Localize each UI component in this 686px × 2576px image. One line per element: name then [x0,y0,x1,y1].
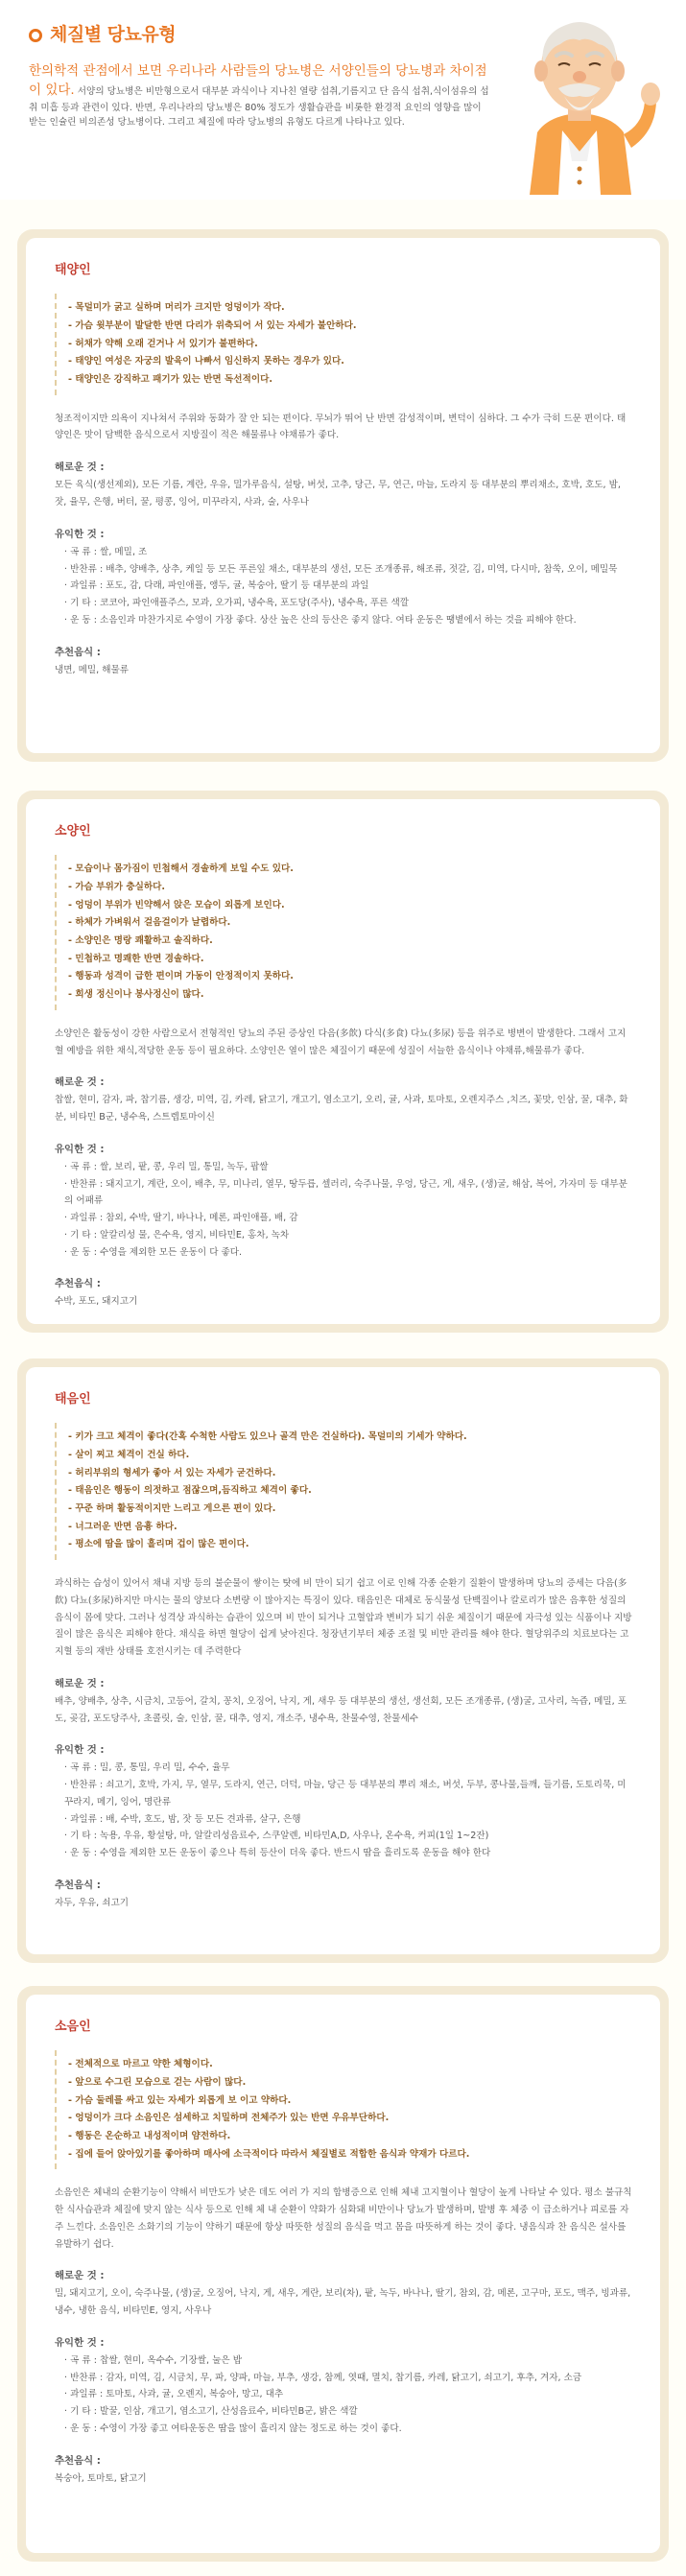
harmful-text: 밀, 돼지고기, 오이, 숙주나물, (생)굴, 오징어, 낙지, 게, 새우, 게란, 보리(차), 팥, 녹두, 바나나, 딸기, 참외, 감, 메론, 고구마, 포도, 맥주, 빙과류, 냉수, 냉한 음식, 비타민E, 영지, 사우나 [55,2288,631,2317]
beneficial-item: · 반찬류 : 배추, 양배추, 상추, 케일 등 모든 푸른잎 채소, 대부분의 생선, 모든 조개종류, 해조류, 젓갈, 김, 미역, 다시마, 참쑥, 오이, 메밀묵 [64,563,618,575]
beneficial-label: 유익한 것 : [55,2336,105,2349]
beneficial-value: 녹용, 우유, 황설탕, 마, 알칼리성음료수, 스쿠알렌, 비타민A,D, 사우나, 온수욕, 커피(1일 1~2잔) [100,1831,489,1842]
trait-item: - 키가 크고 체격이 좋다(간혹 수척한 사람도 있으나 골격 만은 건실하다). 목덜미의 기세가 약하다. [68,1429,633,1447]
section-taeyangin [17,229,669,762]
section-card [26,238,660,753]
section-soyangin [17,791,669,1333]
harmful-label: 해로운 것 : [55,2270,105,2282]
beneficial-key: 반찬류 [70,2372,97,2383]
beneficial-item: · 기 타 : 발꿀, 인삼, 개고기, 염소고기, 산성음료수, 비타민B군, 밝은 색깔 [64,2406,358,2418]
trait-item: - 꾸준 하며 활동적이지만 느리고 게으른 편이 있다. [68,1501,633,1519]
beneficial-key: 반찬류 [70,1178,97,1190]
recommended-label: 추천음식 : [55,2454,101,2467]
beneficial-list [55,2352,633,2438]
page-title: 체질별 당뇨유형 [50,24,177,45]
trait-item: - 목덜미가 굵고 실하며 머리가 크지만 엉덩이가 작다. [68,299,633,318]
section-description: 소양인은 활동성이 강한 사람으로서 전형적인 당뇨의 주된 증상인 다음(多飮) 다식(多食) 다뇨(多尿) 등을 위주로 병변이 발생한다. 그래서 고지혈 예방을 위한 채식,적당한 운동 등이 필요하다. 소양인은 열이 많은 체질이기 때문에 성질이 서늘한 음식이나 야채류,해물류가 좋다. [55,1028,627,1056]
beneficial-key: 과일류 [70,2389,97,2400]
beneficial-value: 수영을 제외한 모든 운동이 좋으나 특히 등산이 더욱 좋다. 반드시 땀을 흘리도록 운동을 해야 한다 [100,1848,491,1859]
beneficial-value: 알칼리성 물, 은수욕, 영지, 비타민E, 홍차, 녹차 [100,1229,290,1241]
beneficial-value: 배추, 양배추, 상추, 케일 등 모든 푸른잎 채소, 대부분의 생선, 모든 조개종류, 해조류, 젓갈, 김, 미역, 다시마, 참쑥, 오이, 메밀묵 [106,563,618,575]
beneficial-value: 쌀, 메밀, 조 [100,546,148,557]
trait-item: - 모습이나 몸가짐이 민첩해서 경솔하게 보일 수도 있다. [68,861,633,879]
trait-item: - 앞으로 수그린 모습으로 걷는 사람이 많다. [68,2074,633,2092]
header [0,0,686,200]
beneficial-item: · 운 동 : 소음인과 마찬가지로 수영이 가장 좋다. 상산 높은 산의 등산은 좋지 않다. 여타 운동은 땡볕에서 하는 것을 피해야 한다. [64,614,577,626]
beneficial-key: 반찬류 [70,563,97,575]
beneficial-key: 기 타 [70,598,91,609]
trait-item: - 행동은 온순하고 내성적이며 얌전하다. [68,2128,633,2146]
trait-item: - 가슴 부위가 충실하다. [68,879,633,897]
trait-item: - 엉덩이가 크다 소음인은 섬세하고 치밀하며 전체주가 있는 반면 우유부단하다. [68,2110,633,2128]
trait-item: - 전체적으로 마르고 약한 체형이다. [68,2056,633,2074]
trait-item: - 집에 들어 앉아있기를 좋아하며 매사에 소극적이다 따라서 체질별로 적합한 음식과 약재가 다르다. [68,2146,633,2164]
beneficial-key: 운 동 [70,1848,91,1859]
beneficial-key: 기 타 [70,1229,91,1241]
trait-item: - 가슴 윗부분이 발달한 반면 다리가 위축되어 서 있는 자세가 불안하다. [68,318,633,336]
beneficial-item: · 반찬류 : 돼지고기, 계란, 오이, 배추, 무, 미나리, 열무, 땅두릅, 셀러리, 숙주나물, 우엉, 당근, 게, 새우, (생)굴, 해삼, 복어, 가자미 등 대부분의 어패류 [64,1178,627,1207]
beneficial-value: 쇠고기, 호박, 가지, 무, 열무, 도라지, 연근, 더덕, 마늘, 당근 등 대부분의 뿌리 채소, 버섯, 두부, 콩나물,들깨, 들기름, 도토리묵, 미꾸라지, 메기, 잉어, 명란류 [64,1780,627,1808]
beneficial-value: 코코아, 파인애플주스, 모과, 오가피, 냉수욕, 포도당(주사), 냉수욕, 푸른 색깔 [100,598,410,609]
beneficial-key: 기 타 [70,1831,91,1842]
recommended-label: 추천음식 : [55,646,101,658]
intro-text [29,62,489,130]
section-description: 과식하는 습성이 있어서 채내 지방 등의 불순물이 쌓이는 탓에 비 만이 되기 쉽고 이로 인해 각종 순환기 질환이 발생하며 당뇨의 증세는 다음(多飮) 다뇨(多尿)하지만 마시는 물의 양보다 소변량 이 많아지는 특징이 있다. 태음인은 대체로 동식물성 단백질이나 칼로리가 많은 음후한 성질의 음식이 몸에 맞다. 그러나 성격상 과식하는 습관이 있으며 비 만이 되거나 고혈압과 변비가 되기 쉬운 체질이기 때문에 자극성 있는 식품이나 지방질이 많은 음식은 피해야 한다. 채식을 하면 혈당이 쉽게 낮아진다. 청장년기부터 체중 조절 및 비만 관리를 해야 한다. 혈당위주의 치료보다는 고지혈 등의 재반 상태를 호전시키는 데 주력한다 [55,1578,632,1657]
trait-item: - 행동과 성격이 급한 편이며 가동이 안정적이지 못하다. [68,968,633,986]
beneficial-item: · 기 타 : 알칼리성 물, 은수욕, 영지, 비타민E, 홍차, 녹차 [64,1229,290,1241]
beneficial-item: · 곡 류 : 찹쌀, 현미, 옥수수, 기장쌀, 눌은 밥 [64,2355,242,2367]
beneficial-key: 과일류 [70,580,97,592]
beneficial-item: · 과일류 : 토마토, 사과, 귤, 오렌지, 복숭아, 망고, 대추 [64,2389,284,2400]
trait-item: - 평소에 땀을 많이 흘리며 겁이 많은 편이다. [68,1536,633,1554]
section-title: 태양인 [55,263,91,277]
section-title: 소양인 [55,824,91,839]
trait-item: - 살이 찌고 체격이 건실 하다. [68,1447,633,1465]
doctor-mascot-illustration [491,8,669,195]
beneficial-item: · 과일류 : 참외, 수박, 딸기, 바나나, 메론, 파인애플, 배, 감 [64,1213,298,1224]
beneficial-key: 기 타 [70,2406,91,2418]
beneficial-item: · 곡 류 : 쌀, 보리, 팥, 콩, 우리 밀, 통밀, 녹두, 팝쌀 [64,1161,269,1172]
beneficial-key: 과일류 [70,1813,97,1825]
harmful-label: 해로운 것 : [55,1677,105,1690]
trait-list [55,855,633,1010]
harmful-text: 배추, 양배추, 상추, 시금치, 고등어, 갈치, 꽁치, 오징어, 낙지, 게, 새우 등 대부분의 생선, 생선회, 모든 조개종류, (생)굴, 고사리, 녹즙, 메밀, 포도, 곶감, 포도당주사, 초콜릿, 술, 인삼, 꿀, 대추, 영지, 개소주, 냉수욕, 찬물수영, 찬물세수 [55,1695,627,1724]
beneficial-item: · 기 타 : 녹용, 우유, 황설탕, 마, 알칼리성음료수, 스쿠알렌, 비타민A,D, 사우나, 온수욕, 커피(1일 1~2잔) [64,1831,489,1842]
beneficial-key: 곡 류 [70,1762,91,1774]
beneficial-label: 유익한 것 : [55,528,105,540]
beneficial-value: 포도, 감, 다래, 파인애플, 앵두, 귤, 복숭아, 딸기 등 대부분의 과일 [106,580,369,592]
beneficial-key: 운 동 [70,2422,91,2434]
beneficial-key: 과일류 [70,1213,97,1224]
beneficial-value: 배, 수박, 호도, 밤, 잣 등 모든 견과류, 살구, 은행 [106,1813,301,1825]
trait-item: - 태양인은 강직하고 패기가 있는 반면 독선적이다. [68,371,633,390]
trait-item: - 엉덩이 부위가 빈약해서 앉은 모습이 외롭게 보인다. [68,897,633,915]
beneficial-value: 수영이 가장 좋고 여타운동은 땀을 많이 흘리지 않는 정도로 하는 것이 좋다. [100,2422,402,2434]
recommended-text: 자두, 우유, 쇠고기 [55,1897,130,1908]
beneficial-item: · 운 동 : 수영을 제외한 모든 운동이 좋으나 특히 등산이 더욱 좋다. 반드시 땀을 흘리도록 운동을 해야 한다 [64,1848,491,1859]
section-description: 소음인은 체내의 순환기능이 약해서 비만도가 낮은 데도 여러 가 지의 합병증으로 인해 체내 고지혈이나 혈당이 높게 나타날 수 있다. 평소 불규칙한 식사습관과 체질에 맞지 않는 식사 등으로 인해 체 내 순환이 약화가 심화돼 비만이나 당뇨가 발생하며, 발병 후 체중 이 급소하거나 피로를 자주 느낀다. 소음인은 소화기의 기능이 약하기 때문에 항상 따뜻한 성질의 음식을 먹고 몸을 따뜻하게 하는 것이 좋다. 냉음식과 찬 음식은 설사를 유발하기 쉽다. [55,2187,632,2250]
beneficial-item: · 곡 류 : 쌀, 메밀, 조 [64,546,148,557]
beneficial-item: · 반찬류 : 쇠고기, 호박, 가지, 무, 열무, 도라지, 연근, 더덕, 마늘, 당근 등 대부분의 뿌리 채소, 버섯, 두부, 콩나물,들깨, 들기름, 도토리묵, 미꾸라지, 메기, 잉어, 명란류 [64,1780,627,1808]
beneficial-list [55,1159,633,1261]
beneficial-label: 유익한 것 : [55,1744,105,1757]
beneficial-key: 반찬류 [70,1780,97,1791]
recommended-text: 복숭아, 토마토, 닭고기 [55,2472,147,2484]
beneficial-item: · 기 타 : 코코아, 파인애플주스, 모과, 오가피, 냉수욕, 포도당(주사), 냉수욕, 푸른 색깔 [64,598,410,609]
trait-list [55,1423,633,1560]
intro-lead: 한의학적 관점에서 보면 우리나라 사람들의 당뇨병은 서양인들의 당뇨병과 차이점이 있다. [29,63,487,98]
harmful-text: 찹쌀, 현미, 감자, 파, 찹기름, 생강, 미역, 김, 카레, 닭고기, 개고기, 염소고기, 오리, 귤, 사과, 토마토, 오렌지주스 ,치즈, 꽃맛, 인삼, 꿀, 대추, 화분, 비타민 B군, 냉수욕, 스트렙토마이신 [55,1095,628,1123]
beneficial-value: 쌀, 보리, 팥, 콩, 우리 밀, 통밀, 녹두, 팝쌀 [100,1161,269,1172]
beneficial-item: · 과일류 : 배, 수박, 호도, 밤, 잣 등 모든 견과류, 살구, 은행 [64,1813,301,1825]
harmful-label: 해로운 것 : [55,1076,105,1089]
recommended-text: 수박, 포도, 돼지고기 [55,1296,138,1308]
trait-item: - 너그러운 반면 음흉 하다. [68,1519,633,1537]
section-description: 청조적이지만 의욕이 지나쳐서 주위와 동화가 잘 안 되는 편이다. 무뇌가 뛰어 난 반면 감성적이며, 변덕이 심하다. 그 수가 극히 드문 편이다. 태양인은 맛이 담백한 음식으로서 지방질이 적은 해물류나 야채류가 좋다. [55,413,627,441]
trait-item: - 태음인은 행동이 의젓하고 점잖으며,듬직하고 체격이 좋다. [68,1482,633,1501]
harmful-label: 해로운 것 : [55,461,105,474]
beneficial-value: 수영을 제외한 모든 운동이 다 좋다. [100,1246,243,1258]
beneficial-value: 참외, 수박, 딸기, 바나나, 메론, 파인애플, 배, 감 [106,1213,298,1224]
intro-body: 서양의 당뇨병은 비만형으로서 대부분 과식이나 지나친 열량 섭취,기름지고 단 음식 섭취,식이섬유의 섭취 미흡 등과 관련이 있다. 반면, 우리나라의 당뇨병은 80% 정도가 생활습관을 비롯한 환경적 요인의 영향을 많이 받는 인슐린 비의존성 당뇨병이다. 그리고 체질에 따라 당뇨병의 유형도 다르게 나타나고 있다. [29,86,489,128]
trait-item: - 하체가 가벼워서 걸음걸이가 날렵하다. [68,914,633,933]
beneficial-key: 운 동 [70,614,91,626]
trait-item: - 허채가 약해 오래 걷거나 서 있기가 불편하다. [68,336,633,354]
harmful-text: 모든 육식(생선제외), 모든 기름, 계란, 우유, 밀가루음식, 설탕, 버섯, 고추, 당근, 무, 연근, 마늘, 도라지 등 대부분의 뿌리채소, 호박, 호도, 밤, 잣, 율무, 은행, 버터, 꿀, 평콩, 잉어, 미꾸라지, 사과, 술, 사우나 [55,480,621,508]
beneficial-item: · 곡 류 : 밀, 콩, 통밀, 우리 밀, 수수, 율무 [64,1762,230,1774]
beneficial-value: 소음인과 마찬가지로 수영이 가장 좋다. 상산 높은 산의 등산은 좋지 않다. 여타 운동은 땡볕에서 하는 것을 피해야 한다. [100,614,577,626]
trait-item: - 소양인은 명랑 쾌활하고 솔직하다. [68,933,633,951]
beneficial-value: 감자, 미역, 김, 시금치, 무, 파, 양파, 마늘, 부추, 생강, 참께, 엿때, 멸치, 찹기름, 카레, 닭고기, 쇠고기, 후추, 겨자, 소금 [106,2372,582,2383]
beneficial-key: 곡 류 [70,2355,91,2367]
beneficial-list [55,1760,633,1861]
section-taeeumin [17,1359,669,1963]
trait-item: - 민첩하고 명쾌한 반면 경솔하다. [68,951,633,969]
trait-item: - 희생 정신이나 봉사정신이 많다. [68,986,633,1004]
beneficial-item: · 운 동 : 수영을 제외한 모든 운동이 다 좋다. [64,1246,243,1258]
beneficial-list [55,544,633,629]
trait-item: - 허리부위의 형세가 좋아 서 있는 자세가 굳건하다. [68,1465,633,1483]
beneficial-item: · 반찬류 : 감자, 미역, 김, 시금치, 무, 파, 양파, 마늘, 부추, 생강, 참께, 엿때, 멸치, 찹기름, 카레, 닭고기, 쇠고기, 후추, 겨자, 소금 [64,2372,582,2383]
beneficial-value: 찹쌀, 현미, 옥수수, 기장쌀, 눌은 밥 [100,2355,242,2367]
beneficial-value: 밀, 콩, 통밀, 우리 밀, 수수, 율무 [100,1762,230,1774]
trait-list [55,294,633,395]
beneficial-value: 발꿀, 인삼, 개고기, 염소고기, 산성음료수, 비타민B군, 밝은 색깔 [100,2406,358,2418]
section-title: 태음인 [55,1392,91,1406]
recommended-label: 추천음식 : [55,1879,101,1891]
beneficial-item: · 과일류 : 포도, 감, 다래, 파인애플, 앵두, 귤, 복숭아, 딸기 등 대부분의 과일 [64,580,369,592]
beneficial-key: 곡 류 [70,546,91,557]
circle-bullet-icon [29,29,42,42]
section-title: 소음인 [55,2020,91,2034]
beneficial-label: 유익한 것 : [55,1143,105,1155]
beneficial-value: 돼지고기, 계란, 오이, 배추, 무, 미나리, 열무, 땅두릅, 셀러리, 숙주나물, 우엉, 당근, 게, 새우, (생)굴, 해삼, 복어, 가자미 등 대부분의 어패류 [64,1178,627,1207]
section-card [26,799,660,1324]
trait-list [55,2050,633,2169]
section-card [26,1367,660,1954]
section-soeumin [17,1986,669,2562]
beneficial-value: 토마토, 사과, 귤, 오렌지, 복숭아, 망고, 대추 [106,2389,284,2400]
recommended-label: 추천음식 : [55,1278,101,1290]
beneficial-key: 곡 류 [70,1161,91,1172]
trait-item: - 가슴 둘레를 싸고 있는 자세가 외롭게 보 이고 약하다. [68,2092,633,2111]
beneficial-item: · 운 동 : 수영이 가장 좋고 여타운동은 땀을 많이 흘리지 않는 정도로 하는 것이 좋다. [64,2422,402,2434]
section-card [26,1995,660,2553]
trait-item: - 태양인 여성은 자궁의 발육이 나빠서 임신하지 못하는 경우가 있다. [68,353,633,371]
beneficial-key: 운 동 [70,1246,91,1258]
recommended-text: 냉면, 메밀, 해물류 [55,664,130,675]
